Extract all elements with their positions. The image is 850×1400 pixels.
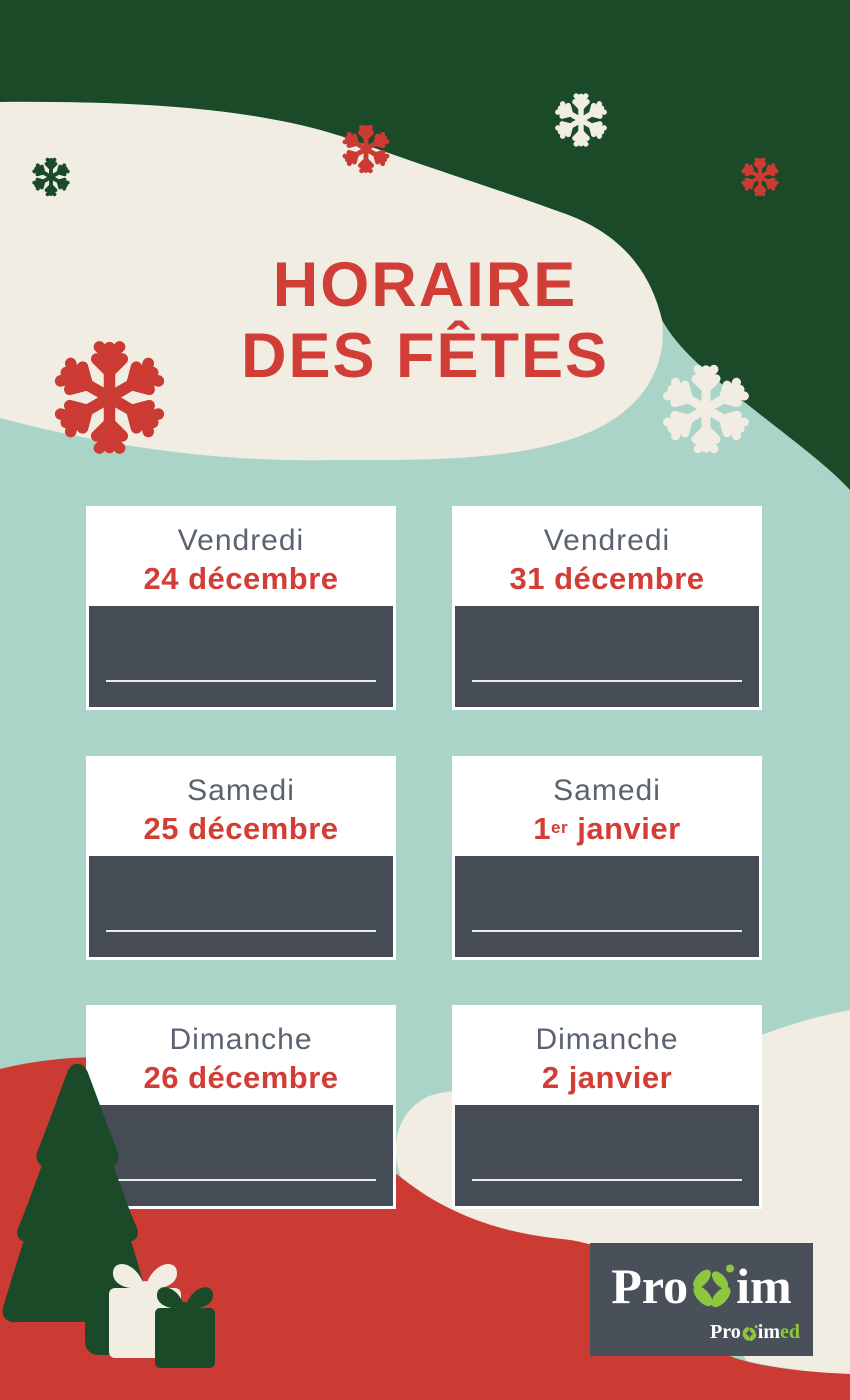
card-hours-area xyxy=(455,856,759,957)
card-date-label: 26 décembre xyxy=(143,1060,339,1095)
gift-icon xyxy=(100,1238,225,1373)
card-date-label: 31 décembre xyxy=(509,561,705,596)
card-header xyxy=(86,506,396,606)
hours-fill-line xyxy=(472,680,743,682)
title-line-1: HORAIRE xyxy=(272,250,578,320)
snowflake-icon xyxy=(337,120,395,178)
proxim-x-petals-icon xyxy=(741,1325,758,1342)
schedule-card xyxy=(86,506,396,710)
snowflake-icon xyxy=(737,154,783,200)
card-hours-area xyxy=(455,1105,759,1206)
proxim-x-petals-icon xyxy=(689,1264,735,1310)
card-date-label: 2 janvier xyxy=(541,1060,673,1095)
green-gift xyxy=(155,1287,215,1368)
logo-text-post: im xyxy=(736,1258,792,1314)
snowflake-icon xyxy=(28,154,74,200)
hours-fill-line xyxy=(472,930,743,932)
brand-plate xyxy=(590,1243,813,1356)
schedule-card xyxy=(452,756,762,960)
card-day-label: Dimanche xyxy=(535,1023,679,1056)
hours-fill-line xyxy=(106,930,377,932)
schedule-card xyxy=(452,1005,762,1209)
sublogo-text-ed: ed xyxy=(780,1321,800,1343)
card-hours-area xyxy=(89,606,393,707)
card-header xyxy=(86,756,396,856)
card-day-label: Samedi xyxy=(187,774,295,807)
proximed-logo xyxy=(710,1321,800,1344)
card-header xyxy=(452,1005,762,1105)
hours-fill-line xyxy=(472,1179,743,1181)
card-hours-area xyxy=(455,606,759,707)
hours-fill-line xyxy=(106,680,377,682)
title-line-2: DES FÊTES xyxy=(240,320,610,391)
page-title xyxy=(0,250,850,391)
card-header xyxy=(452,756,762,856)
card-day-label: Samedi xyxy=(553,774,661,807)
card-day-label: Dimanche xyxy=(169,1023,313,1056)
card-day-label: Vendredi xyxy=(543,524,671,557)
card-date-label: 25 décembre xyxy=(143,811,339,846)
sublogo-text-mid: im xyxy=(757,1321,780,1343)
card-date-label: 24 décembre xyxy=(143,561,339,596)
card-date-label: 1er janvier xyxy=(533,811,681,846)
logo-text-pre: Pro xyxy=(611,1258,689,1314)
card-hours-area xyxy=(89,856,393,957)
snowflake-icon xyxy=(549,88,613,152)
card-day-label: Vendredi xyxy=(177,524,305,557)
schedule-card xyxy=(86,756,396,960)
sublogo-text-pre: Pro xyxy=(710,1321,741,1343)
schedule-card xyxy=(452,506,762,710)
proxim-logo xyxy=(590,1257,813,1315)
card-header xyxy=(452,506,762,606)
